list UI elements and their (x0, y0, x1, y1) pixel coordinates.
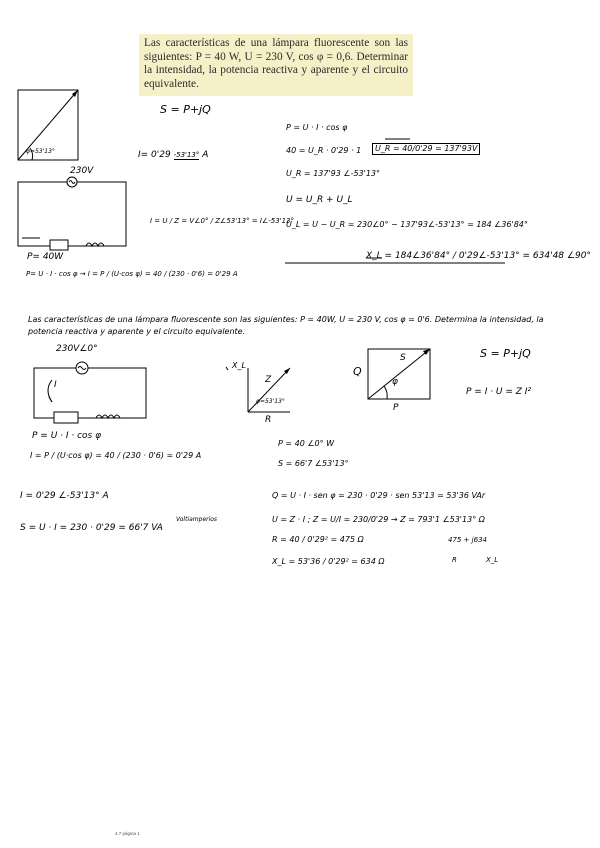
current-polar: I= 0'29 -53'13° A (138, 150, 209, 160)
unit-note: Voltiamperios (176, 516, 218, 523)
circuit-diagram-2 (34, 362, 146, 423)
voltage-label-2: 230V∠0° (56, 344, 98, 354)
ur-equation: 40 = U_R · 0'29 · 1 (286, 146, 362, 155)
s-equation-1: S = P+jQ (160, 103, 211, 116)
page-footer: 4.7 página 1 (115, 831, 140, 836)
power-triangle (368, 349, 430, 399)
z-r-label: R (452, 556, 457, 564)
voltage-label-1: 230V (70, 166, 94, 176)
current-formula-1: P= U · I · cos φ → I = P / (U·cos φ) = 40 / (230 · 0'6) = 0'29 A (26, 270, 238, 278)
p-label: P (393, 403, 399, 413)
s-vector-eq: S = P+jQ (480, 347, 531, 360)
reactive-power: Q = U · I · sen φ = 230 · 0'29 · sen 53'13 = 53'36 VAr (272, 491, 486, 500)
power-relation: P = I · U = Z I² (466, 387, 532, 397)
q-label: Q (353, 365, 362, 378)
apparent-power-vector: S = 66'7 ∠53'13° (278, 459, 349, 468)
power-formula-2: P = U · I · cos φ (32, 431, 102, 441)
voltage-sum: U = U_R + U_L (286, 195, 353, 205)
xl-equation: X_L = 184∠36'84° / 0'29∠-53'13° = 634'48 ∠90° (366, 251, 591, 261)
reactance-formula: X_L = 53'36 / 0'29² = 634 Ω (272, 557, 385, 566)
z-xl-label: X_L (486, 556, 499, 564)
phi-angle-1: φ=53'13° (26, 148, 55, 155)
current-arrow-label: I (54, 380, 57, 390)
circuit-diagram-1 (18, 177, 126, 250)
apparent-power: S = U · I = 230 · 0'29 = 66'7 VA (20, 523, 163, 533)
problem-statement: Las características de una lámpara fluorescente son las siguientes: P = 40 W, U = 230 V, cos φ = 0,6. Determinar la intensidad, la potencia reactiva y aparente y el circuito equivalente. (139, 34, 413, 96)
resistance-formula: R = 40 / 0'29² = 475 Ω (272, 535, 364, 544)
problem-restated: Las características de una lámpara fluorescente son las siguientes: P = 40W, U = 230 V, cos φ = 0'6. Determina la intensidad, la potencia reactiva y aparente y el circuito equivalente. (28, 315, 544, 336)
impedance-formula: U = Z · I ; Z = U/I = 230/0'29 → Z = 793'1 ∠53'13° Ω (272, 515, 485, 524)
current-formula-2: I = P / (U·cos φ) = 40 / (230 · 0'6) = 0'29 A (30, 451, 202, 460)
xl-label: X_L (232, 361, 246, 370)
current-vector-2: I = 0'29 ∠-53'13° A (20, 491, 109, 501)
impedance-rectangular: 475 + j634 (448, 536, 487, 544)
vector-current-formula: I = U / Z = V∠0° / Z∠53'13° = I∠-53'13° (150, 217, 294, 225)
active-power-vector: P = 40 ∠0° W (278, 439, 335, 448)
r-label: R (265, 415, 272, 425)
s-label: S (400, 353, 406, 363)
ur-polar-result: U_R = 137'93 ∠-53'13° (286, 169, 381, 178)
power-formula-1: P = U · I · cos φ (286, 123, 348, 132)
power-label-1: P= 40W (27, 252, 64, 262)
ur-boxed-result: U_R = 40/0'29 = 137'93V (372, 143, 480, 155)
impedance-triangle (226, 367, 290, 412)
z-label: Z (265, 375, 272, 385)
phi-angle-2: φ=53'13° (256, 398, 285, 405)
phi-label: φ (392, 377, 398, 387)
ul-equation: U_L = U − U_R = 230∠0° − 137'93∠-53'13° = 184 ∠36'84° (286, 220, 528, 229)
